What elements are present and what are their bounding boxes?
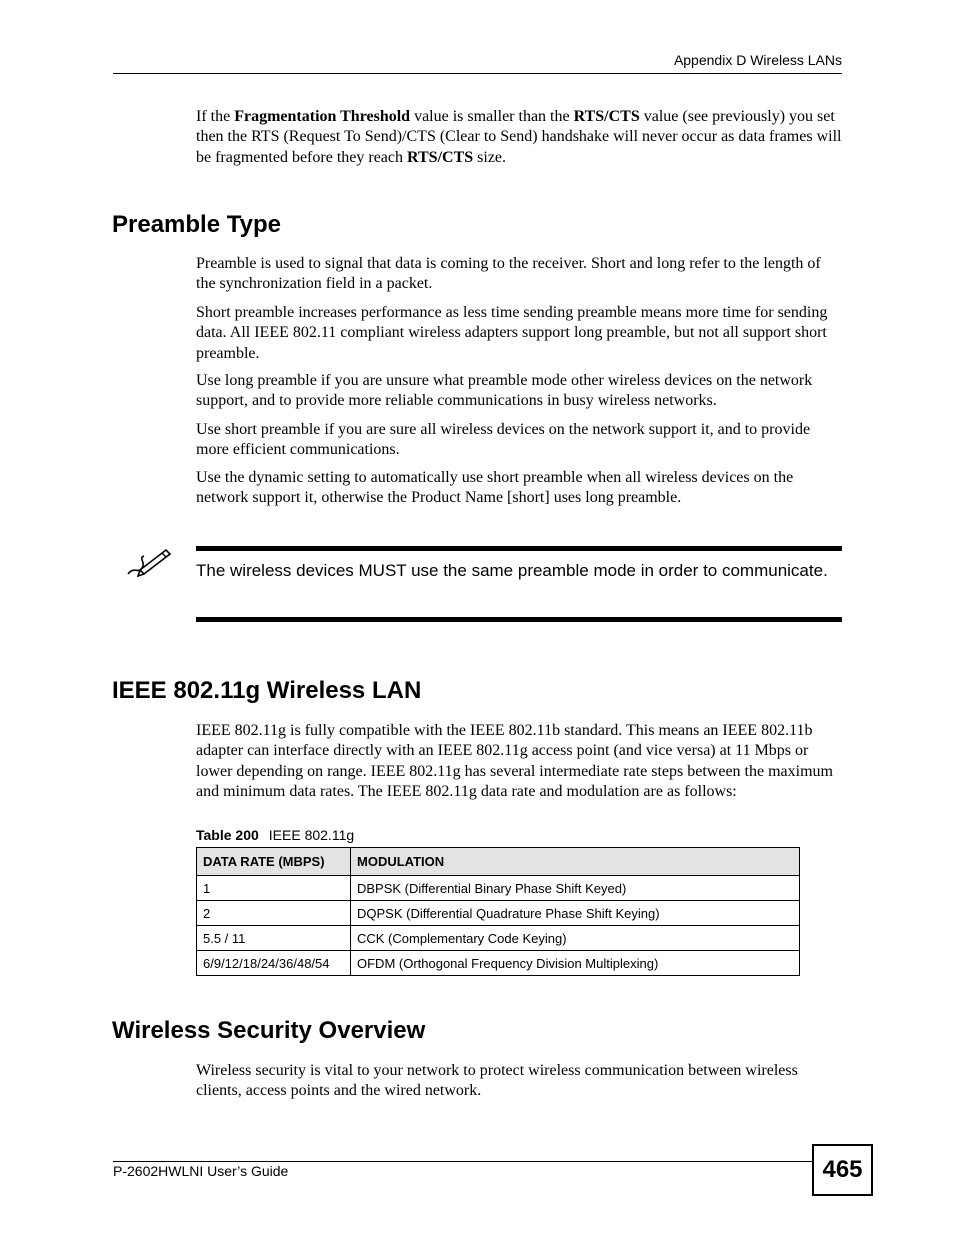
- table-header-row: [197, 848, 800, 876]
- heading-preamble-type: Preamble Type: [112, 211, 281, 238]
- note-top-rule: [196, 546, 842, 551]
- footer-guide-title: P-2602HWLNI User’s Guide: [113, 1163, 289, 1179]
- footer-rule: [113, 1161, 813, 1162]
- table-row: [197, 901, 800, 926]
- column-header: MODULATION: [351, 848, 800, 876]
- preamble-paragraph-5: Use the dynamic setting to automatically use short preamble when all wireless devices on the network support it, otherwise the Product Name [short] uses long preamble.: [196, 469, 794, 507]
- preamble-paragraph-3: Use long preamble if you are unsure what preamble mode other wireless devices on the network support, and to provide more reliable communications in busy wireless networks.: [196, 372, 813, 410]
- note-bottom-rule: [196, 617, 842, 622]
- preamble-paragraph-2: Short preamble increases performance as less time sending preamble means more time for sending data. All IEEE 802.11 compliant wireless adapters support long preamble, but not all support short preamble.: [196, 304, 828, 362]
- table-cell: DBPSK (Differential Binary Phase Shift Keyed): [351, 876, 800, 901]
- table-cell: CCK (Complementary Code Keying): [351, 926, 800, 951]
- table-caption: Table 200 IEEE 802.11g: [196, 827, 355, 843]
- table-cell: 2: [197, 901, 351, 926]
- table-row: [197, 876, 800, 901]
- running-header: Appendix D Wireless LANs: [673, 52, 842, 68]
- preamble-paragraph-4: Use short preamble if you are sure all wireless devices on the network support it, and to provide more efficient communications.: [196, 421, 811, 459]
- heading-wireless-security: Wireless Security Overview: [112, 1017, 426, 1044]
- column-header: DATA RATE (MBPS): [197, 848, 351, 876]
- page-number: 465: [812, 1144, 873, 1196]
- table-cell: 6/9/12/18/24/36/48/54: [197, 951, 351, 976]
- table-cell: 5.5 / 11: [197, 926, 351, 951]
- pen-note-icon: [124, 544, 174, 580]
- intro-paragraph: If the Fragmentation Threshold value is smaller than the RTS/CTS value (see previously) you set then the RTS (Request To Send)/CTS (Clear to Send) handshake will never occur as data frames will be fragmented before they reach RTS/CTS size.: [196, 108, 842, 166]
- table-row: [197, 951, 800, 976]
- table-cell: DQPSK (Differential Quadrature Phase Shift Keying): [351, 901, 800, 926]
- heading-ieee-80211g: IEEE 802.11g Wireless LAN: [112, 677, 422, 704]
- header-rule: [113, 73, 842, 74]
- preamble-paragraph-1: Preamble is used to signal that data is coming to the receiver. Short and long refer to the length of the synchronization field in a packet.: [196, 255, 821, 293]
- note-text: The wireless devices MUST use the same preamble mode in order to communicate.: [196, 561, 828, 580]
- table-cell: 1: [197, 876, 351, 901]
- table-row: [197, 926, 800, 951]
- table-cell: OFDM (Orthogonal Frequency Division Multiplexing): [351, 951, 800, 976]
- ieee-paragraph: IEEE 802.11g is fully compatible with the IEEE 802.11b standard. This means an IEEE 802.11b adapter can interface directly with an IEEE 802.11g access point (and vice versa) at 11 Mbps or lower depending on range. IEEE 802.11g has several intermediate rate steps between the maximum and minimum data rates. The IEEE 802.11g data rate and modulation are as follows:: [196, 722, 833, 801]
- data-rate-table: [196, 847, 800, 976]
- security-paragraph: Wireless security is vital to your network to protect wireless communication between wireless clients, access points and the wired network.: [196, 1062, 798, 1100]
